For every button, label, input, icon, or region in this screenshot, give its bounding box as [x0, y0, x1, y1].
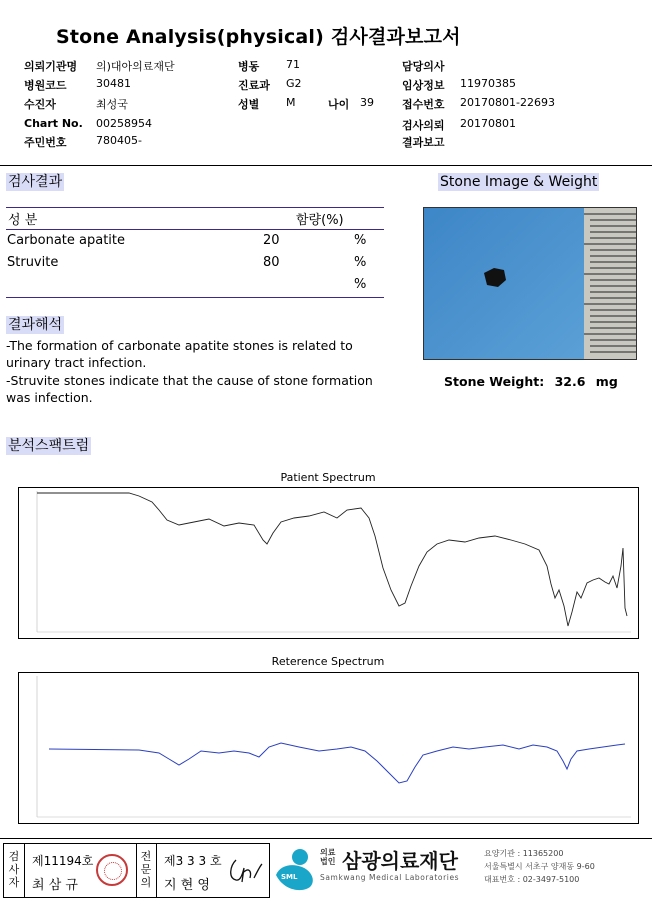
field-value: 20170801-22693 — [460, 96, 555, 109]
examiner-license: 제11194호 — [32, 854, 94, 868]
lab-prefix-bottom: 법인 — [320, 857, 336, 866]
divider — [136, 844, 137, 897]
field-value: 780405- — [96, 134, 142, 147]
field-label: 접수번호 — [402, 98, 445, 111]
field-value: 20170801 — [460, 117, 516, 130]
doctor-license: 제3 3 3 호 — [164, 854, 222, 868]
lab-logo-text: SML — [281, 873, 298, 881]
field-label: 의뢰기관명 — [24, 60, 78, 73]
report-title: Stone Analysis(physical) 검사결과보고서 — [56, 26, 461, 48]
lab-branding — [272, 843, 652, 896]
patient-spectrum-line — [37, 493, 627, 626]
field-label: 결과보고 — [402, 136, 445, 149]
table-header-rule — [6, 229, 384, 230]
field-label: 검사의뢰 — [402, 119, 445, 132]
reference-spectrum-line — [49, 743, 625, 783]
examiner-label — [8, 850, 20, 889]
divider — [156, 844, 157, 897]
lab-prefix-top: 의료 — [320, 848, 336, 857]
lab-info-line: 대표번호 : 02-3497-5100 — [484, 875, 580, 884]
lab-info — [484, 847, 595, 886]
field-value: M — [286, 96, 296, 109]
component-unit: % — [354, 255, 367, 270]
col-header-amount: 함량(%) — [296, 213, 344, 228]
field-label: 주민번호 — [24, 136, 67, 149]
doctor-label-text: 전 문 의 — [140, 850, 152, 889]
field-value: 71 — [286, 58, 300, 71]
header-info — [0, 0, 652, 166]
field-value: 30481 — [96, 77, 131, 90]
field-label: 성별 — [238, 98, 260, 111]
examiner-label-text: 검 사 자 — [8, 850, 20, 889]
stone-weight-label: Stone Weight: — [444, 374, 545, 389]
footer-divider — [0, 838, 652, 839]
field-label: 진료과 — [238, 79, 270, 92]
lab-name: 삼광의료재단 — [342, 849, 458, 873]
col-header-component: 성 분 — [8, 213, 38, 228]
doctor-label — [140, 850, 152, 889]
reference-spectrum-title: Reterence Spectrum — [271, 655, 385, 668]
field-value: 의)대아의료재단 — [96, 60, 175, 73]
component-unit: % — [354, 233, 367, 248]
component-name: Carbonate apatite — [7, 233, 126, 248]
field-label: 병원코드 — [24, 79, 67, 92]
field-value: 11970385 — [460, 77, 516, 90]
field-label: 임상정보 — [402, 79, 445, 92]
stone-photo — [423, 207, 637, 360]
table-top-rule — [6, 207, 384, 208]
stone-section-title: Stone Image & Weight — [440, 174, 598, 190]
component-value: 80 — [263, 255, 280, 270]
lab-logo — [272, 845, 318, 891]
results-section-title: 검사결과 — [8, 174, 63, 190]
signature-box — [3, 843, 270, 898]
table-bottom-rule — [6, 297, 384, 298]
field-label: 담당의사 — [402, 60, 445, 73]
field-value: 00258954 — [96, 117, 152, 130]
field-label: Chart No. — [24, 117, 83, 130]
doctor-signature — [226, 856, 264, 886]
examiner-seal — [96, 854, 128, 886]
interpretation-line: -Struvite stones indicate that the cause of stone formation was infection. — [6, 373, 373, 405]
examiner-name: 최 삼 규 — [32, 878, 78, 893]
divider — [24, 844, 25, 897]
reference-spectrum-frame — [18, 672, 639, 824]
patient-spectrum-title: Patient Spectrum — [280, 471, 376, 484]
header-divider — [0, 165, 652, 166]
doctor-name: 지 현 영 — [164, 878, 210, 893]
field-value: 최성국 — [96, 98, 128, 111]
age-value: 39 — [360, 96, 374, 109]
field-value: G2 — [286, 77, 302, 90]
component-unit: % — [354, 277, 367, 292]
field-label: 수진자 — [24, 98, 56, 111]
lab-name-en: Samkwang Medical Laboratories — [320, 873, 460, 882]
spectrum-section-title: 분석스팩트럼 — [8, 438, 90, 454]
stone-weight-value: 32.6 — [554, 374, 586, 389]
component-value: 20 — [263, 233, 280, 248]
lab-info-line: 서울특별시 서초구 양재동 9-60 — [484, 862, 595, 871]
interpretation-section-title: 결과해석 — [8, 317, 63, 333]
lab-prefix — [320, 848, 335, 866]
lab-info-line: 요양기관 : 11365200 — [484, 849, 564, 858]
component-name: Struvite — [7, 255, 59, 270]
age-label: 나이 — [328, 98, 350, 111]
stone-weight — [444, 374, 618, 389]
patient-spectrum-frame — [18, 487, 639, 639]
stone-weight-unit: mg — [595, 374, 618, 389]
field-label: 병동 — [238, 60, 260, 73]
interpretation-line: -The formation of carbonate apatite stones is related to urinary tract infection. — [6, 338, 353, 370]
